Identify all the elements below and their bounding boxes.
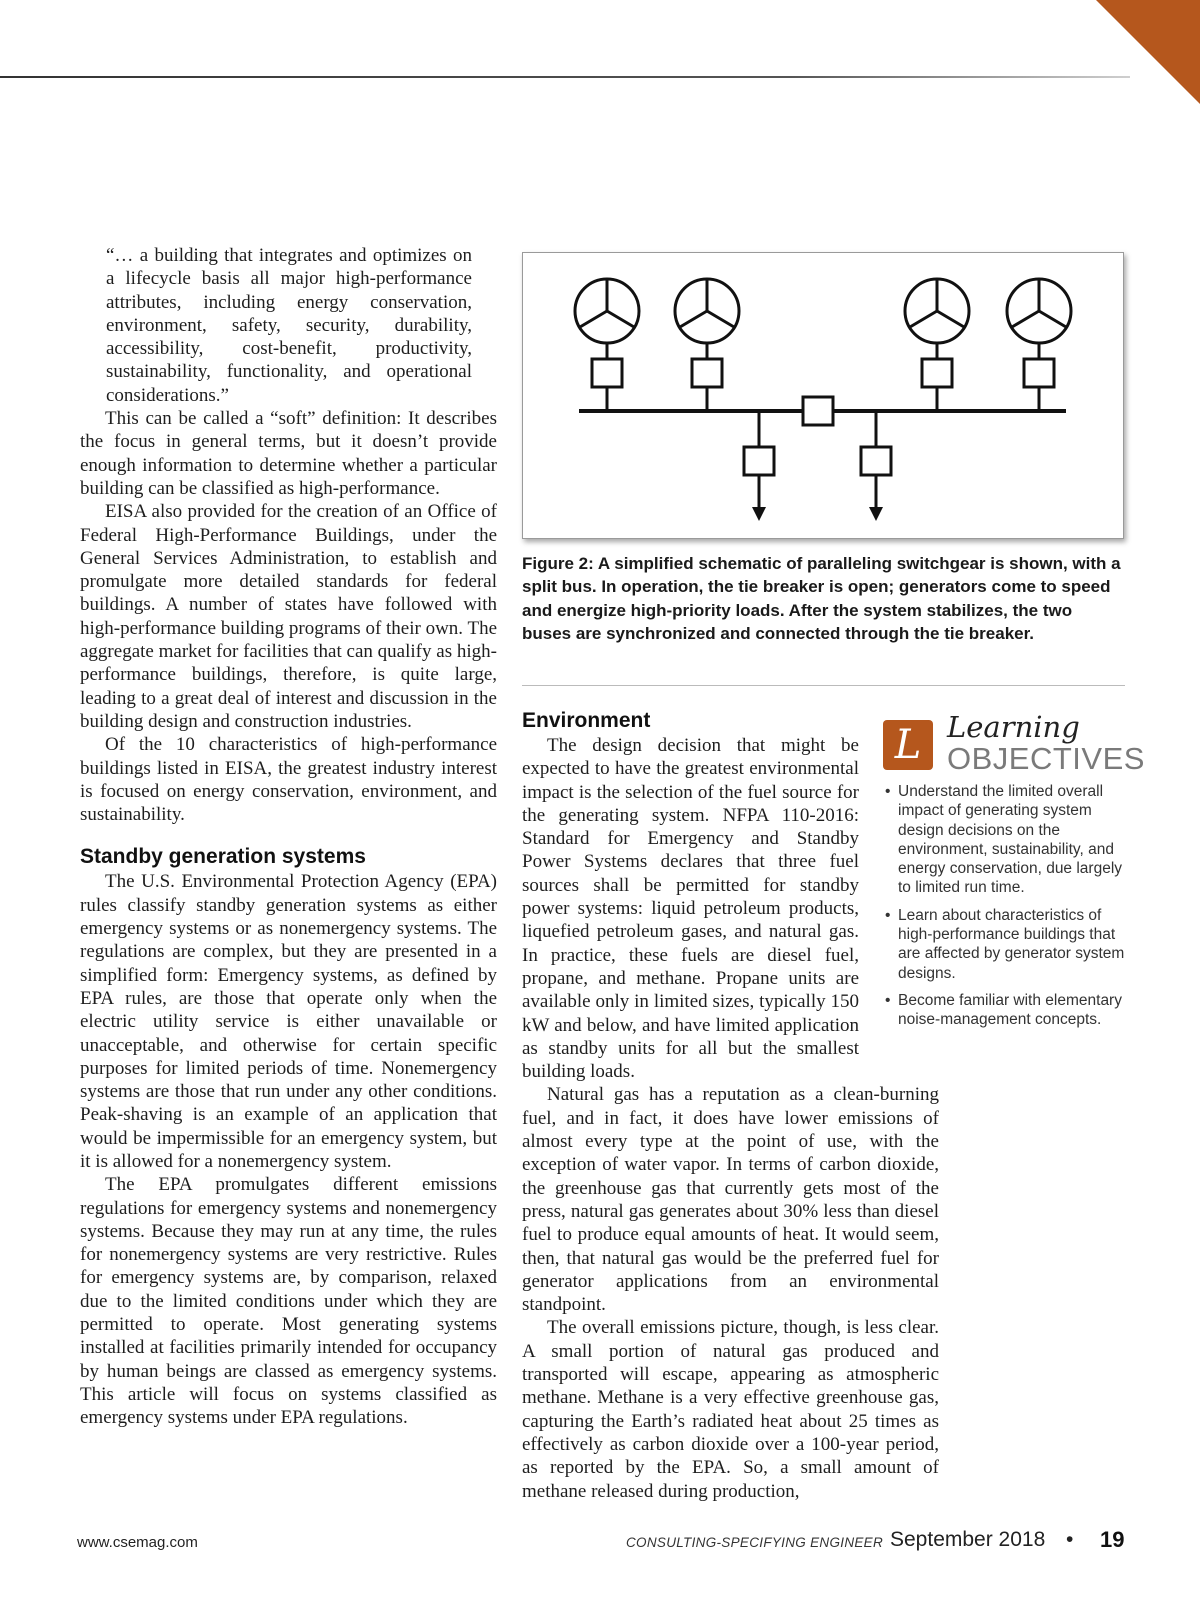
learning-title: Learning	[947, 710, 1080, 744]
learning-objectives-header	[883, 710, 1145, 778]
section-heading-environment: Environment	[522, 709, 651, 732]
generator-symbol	[1007, 279, 1071, 343]
objectives-list	[883, 782, 1133, 1030]
section-heading-standby: Standby generation systems	[80, 845, 366, 869]
figure-caption: Figure 2: A simplified schematic of paralleling switchgear is shown, with a split bus. In operation, the tie breaker is open; generators come to speed and energize high-priority loads. After the system stabilizes, the two buses are synchronized and connected through the tie breaker.	[522, 554, 1121, 643]
paragraph: EISA also provided for the creation of an Office of Federal High-Performance Buildings, under the General Services Administration, to establish and promulgate more detailed standards for federal buildings. A number of states have followed with high-performance building programs of their own. The aggregate market for facilities that can qualify as high-performance buildings, therefore, is quite large, leading to a great deal of interest and discussion in the building design and construction industries.	[80, 501, 498, 732]
generator-symbol	[675, 279, 739, 343]
objective-item: • Learn about characteristics of high-performance buildings that are affected by generator system designs.	[883, 906, 1133, 983]
figure-schematic	[522, 252, 1124, 539]
breaker-symbol	[744, 447, 774, 475]
breaker-symbol	[1024, 359, 1054, 387]
footer-url[interactable]: www.csemag.com	[77, 1534, 198, 1551]
objectives-title: OBJECTIVES	[947, 741, 1145, 776]
breaker-symbol	[922, 359, 952, 387]
paragraph: The overall emissions picture, though, is less clear. A small portion of natural gas produced and transported will escape, appearing as atmospheric methane. Methane is a very effective greenhouse gas, capturing the Earth’s radiated heat about 25 times as effectively as carbon dioxide over a 100-year period, as reported by the EPA. So, a small amount of methane released during production,	[522, 1317, 939, 1502]
definition-quote: “… a building that integrates and optimizes on a lifecycle basis all major high-performance attributes, including energy conservation, environment, safety, security, durability, accessibility, cost-benefit, productivity, sustainability, functionality, and operational considerations.”	[106, 245, 472, 406]
caption-rule	[522, 685, 1125, 686]
breaker-symbol	[861, 447, 891, 475]
tie-breaker-symbol	[803, 397, 833, 425]
footer-bullet: •	[1066, 1528, 1074, 1551]
corner-accent	[1096, 0, 1200, 104]
right-column	[522, 708, 939, 1503]
breaker-symbol	[692, 359, 722, 387]
objective-item: • Become familiar with elementary noise-management concepts.	[883, 991, 1133, 1030]
paragraph: The U.S. Environmental Protection Agency (EPA) rules classify standby generation systems as either emergency systems or as nonemergency systems. The regulations are complex, but they are presented in a simplified form: Emergency systems, as defined by EPA rules, are those that operate only when the electric utility service is either unavailable or unacceptable, and otherwise for certain specific purposes for limited periods of time. Nonemergency systems are those that run under any other conditions. Peak-shaving is an example of an application that would be impermissible for an emergency system, but it is allowed for a nonemergency system.	[80, 871, 497, 1172]
header-rule	[0, 76, 1130, 78]
left-column	[80, 244, 497, 1430]
load-arrow	[752, 507, 766, 521]
paragraph: This can be called a “soft” definition: It describes the focus in general terms, but it doesn’t provide enough information to determine whether a particular building can be classified as high-performance.	[80, 408, 497, 499]
page-number: 19	[1100, 1527, 1125, 1552]
page-footer	[0, 1527, 1200, 1560]
learning-objectives-badge: L	[883, 720, 933, 770]
learning-objectives-box	[883, 710, 1145, 1038]
footer-date: September 2018	[890, 1528, 1046, 1551]
objective-item: • Understand the limited overall impact of generating system design decisions on the environment, sustainability, and energy conservation, due largely to limited run time.	[883, 782, 1133, 898]
paragraph: Natural gas has a reputation as a clean-burning fuel, and in fact, it does have lower emissions of almost every type at the point of use, with the exception of water vapor. In terms of carbon dioxide, the greenhouse gas that currently gets most of the press, natural gas generates about 30% less than diesel fuel to produce equal amounts of heat. It would seem, then, that natural gas would be the preferred fuel for generator applications from an environmental standpoint.	[522, 1084, 939, 1316]
paragraph: The EPA promulgates different emissions regulations for emergency systems and nonemergency systems. Because they may run at any time, the rules for nonemergency systems are very restrictive. Rules for emergency systems are, by comparison, relaxed due to the limited conditions under which they are permitted to operate. Most generating systems installed at facilities primarily intended for occupancy by human beings are classed as emergency systems. This article will focus on systems classified as emergency systems under EPA regulations.	[80, 1174, 497, 1429]
breaker-symbol	[592, 359, 622, 387]
paragraph: The design decision that might be expected to have the greatest environmental impact is the selection of the fuel source for the generating system. NFPA 110-2016: Standard for Emergency and Standby Power Systems declares that three fuel sources shall be permitted for standby power systems: liquid petroleum products, liquefied petroleum gases, and natural gas. In practice, these fuels are diesel fuel, propane, and methane. Propane units are available only in limited sizes, typically 150 kW and below, and have limited application as standby units for all but the smallest building loads.	[522, 735, 859, 1083]
load-arrow	[869, 507, 883, 521]
paragraph: Of the 10 characteristics of high-performance buildings listed in EISA, the greatest industry interest is focused on energy conservation, environment, and sustainability.	[80, 734, 497, 826]
generator-symbol	[905, 279, 969, 343]
footer-publication: CONSULTING-SPECIFYING ENGINEER	[626, 1535, 884, 1550]
switchgear-diagram	[523, 253, 1123, 538]
generator-symbol	[575, 279, 639, 343]
